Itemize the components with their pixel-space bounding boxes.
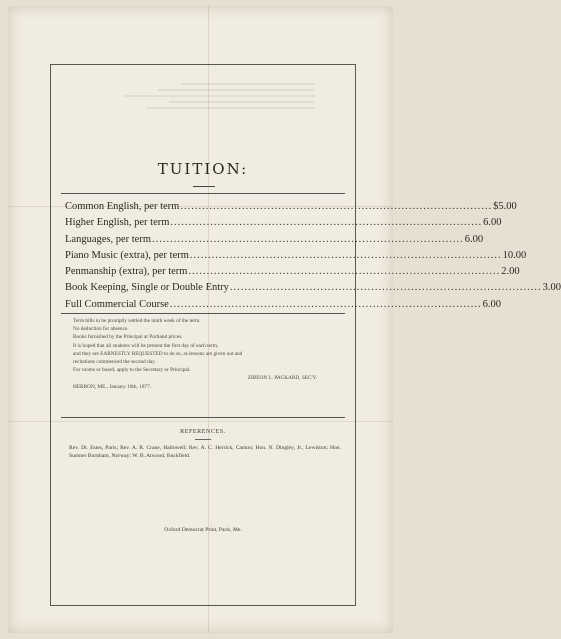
dot-leader: ...................................................................................... — [189, 249, 502, 261]
fee-name: Languages, per term — [65, 233, 152, 245]
page-title: TUITION: — [157, 160, 249, 178]
dot-leader: ...................................................................................... — [180, 201, 493, 212]
printer-imprint: Oxford Democrat Print, Paris, Me. — [164, 527, 242, 533]
fee-name: Piano Music (extra), per term — [65, 249, 189, 261]
printed-border-frame — [50, 64, 561, 606]
fee-row — [65, 233, 484, 250]
divider-top — [61, 193, 345, 194]
fee-price: 3.00 — [542, 282, 561, 294]
fee-list — [65, 201, 561, 315]
fee-price: 10.00 — [502, 249, 527, 261]
divider-middle — [61, 313, 345, 314]
signature: ZIBEON L. PACKARD, SEC'Y. — [247, 375, 317, 382]
note-line: Term bills to be promptly settled the ninth week of the term. — [73, 318, 201, 324]
dot-leader: ...................................................................................... — [188, 266, 501, 278]
fee-name: Book Keeping, Single or Double Entry — [65, 282, 229, 294]
dot-leader: ...................................................................................... — [152, 233, 464, 245]
references-underline — [195, 439, 211, 440]
note-line: Books furnished by the Principal at Portland prices. — [73, 334, 183, 341]
dot-leader: ...................................................................................... — [169, 298, 482, 310]
fee-name: Full Commercial Course — [65, 298, 169, 310]
fee-price: 6.00 — [483, 217, 502, 229]
fee-row — [65, 249, 527, 266]
references-heading: REFERENCES. — [180, 429, 226, 435]
fee-price: $5.00 — [493, 201, 517, 212]
fee-name: Penmanship (extra), per term — [65, 266, 188, 278]
fee-row — [65, 217, 502, 233]
fee-row — [65, 201, 517, 217]
note-line: and they are EARNESTLY REQUESTED to do so, as lessons are given out and — [73, 350, 243, 357]
fee-name: Higher English, per term — [65, 217, 170, 229]
notes-block — [73, 317, 345, 391]
paper-sheet — [8, 6, 561, 633]
note-line: No deduction for absence. — [73, 326, 129, 333]
note-line: For rooms or board, apply to the Secretary or Principal. — [73, 367, 191, 374]
fee-row — [65, 266, 520, 282]
references-text: Rev. Dr. Estes, Paris; Rev. A. R. Crane, Hallowell; Rev. A. C. Herrick, Canton; Hon. N. Dingley, Jr., Lewiston; Hon. Sumner Burnham, Norway; W. B. Atwood, Buckfield. — [69, 445, 341, 460]
fee-row — [65, 282, 561, 298]
dot-leader: ...................................................................................... — [229, 282, 542, 294]
title-underline — [193, 186, 215, 187]
fee-name: Common English, per term — [65, 201, 180, 212]
note-line: recitations commenced the second day. — [73, 359, 156, 366]
divider-lower — [61, 417, 345, 418]
fee-price: 2.00 — [501, 266, 520, 278]
fee-price: 6.00 — [464, 233, 484, 245]
note-line: It is hoped that all students will be present the first day of each term, — [73, 342, 219, 349]
bleed-through-text — [91, 79, 315, 129]
dot-leader: ...................................................................................... — [170, 217, 483, 229]
date-line: HEBRON, ME., January 10th, 1877. — [73, 383, 152, 390]
fee-price: 6.00 — [482, 298, 501, 310]
